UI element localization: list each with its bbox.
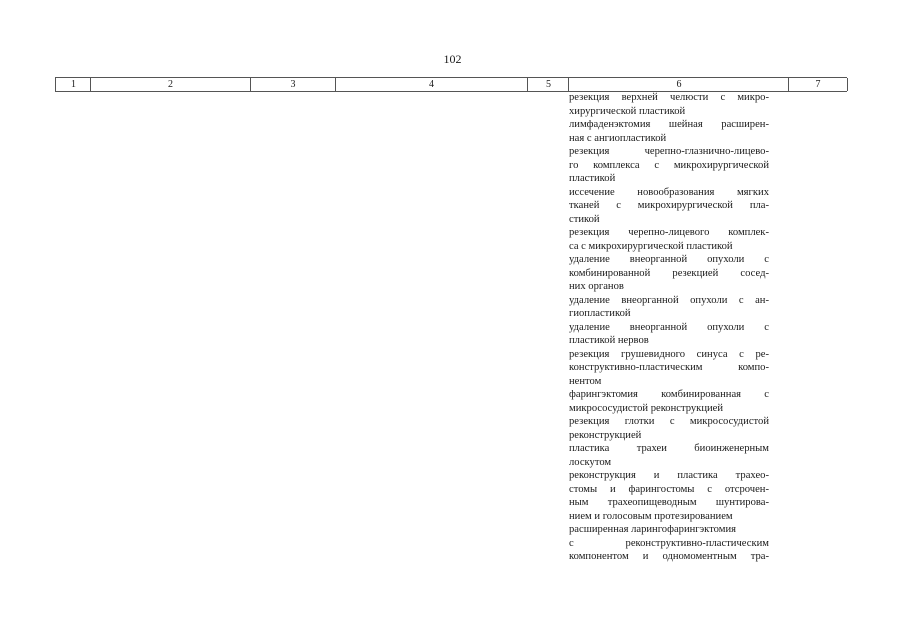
text-line: резекция грушевидного синуса с ре- — [569, 348, 769, 360]
text-line: нентом — [569, 375, 602, 387]
text-line: удаление внеорганной опухоли с ан- — [569, 294, 769, 306]
text-line: пластикой — [569, 173, 616, 184]
text-line: тканей с микрохирургической пла- — [569, 200, 769, 211]
text-line: удаление внеорганной опухоли с — [569, 321, 769, 333]
column-6-text — [569, 91, 769, 564]
text-line: лоскутом — [569, 456, 612, 468]
text-line: лимфаденэктомия шейная расширен- — [569, 119, 769, 130]
text-line: удаление внеорганной опухоли с — [569, 254, 769, 265]
column-header-2: 2 — [90, 78, 250, 91]
text-line: резекция черепно-лицевого комплек- — [569, 227, 769, 238]
text-line: резекция верхней челюсти с микро- — [569, 92, 769, 103]
text-line: нием и голосовым протезированием — [569, 510, 733, 522]
page-number: 102 — [443, 52, 462, 66]
text-line: реконструкцией — [569, 429, 642, 441]
text-line: иссечение новообразования мягких — [569, 186, 769, 198]
column-header-4: 4 — [335, 78, 527, 91]
text-line: ная с ангиопластикой — [569, 132, 667, 144]
text-line: микрососудистой реконструкцией — [569, 402, 724, 414]
text-line: са с микрохирургической пластикой — [569, 240, 733, 252]
text-line: ным трахеопищеводным шунтирова- — [569, 497, 769, 508]
column-header-7: 7 — [788, 78, 848, 91]
column-header-1: 1 — [55, 78, 91, 91]
text-line: стикой — [569, 213, 600, 225]
text-line: них органов — [569, 281, 624, 292]
text-line: расширенная ларингофарингэктомия — [569, 524, 737, 535]
text-line: хирургической пластикой — [569, 105, 686, 117]
text-line: реконструкция и пластика трахео- — [569, 470, 769, 481]
text-line: гиопластикой — [569, 308, 631, 319]
text-line: фарингэктомия комбинированная с — [569, 389, 769, 400]
text-line: резекция черепно-глазнично-лицево- — [569, 146, 769, 157]
text-line: комбинированной резекцией сосед- — [569, 267, 769, 279]
text-line: го комплекса с микрохирургической — [569, 159, 769, 171]
column-header-5: 5 — [527, 78, 569, 91]
text-line: пластикой нервов — [569, 335, 649, 346]
column-header-3: 3 — [250, 78, 335, 91]
text-line: пластика трахеи биоинженерным — [569, 443, 769, 454]
text-line: конструктивно-пластическим компо- — [569, 362, 769, 373]
text-line: с реконструктивно-пластическим — [569, 537, 769, 549]
text-line: резекция глотки с микрососудистой — [569, 416, 769, 427]
text-line: стомы и фарингостомы с отсрочен- — [569, 483, 769, 495]
table-header-row — [55, 77, 847, 92]
text-line: компонентом и одномоментным тра- — [569, 551, 769, 562]
column-header-6: 6 — [568, 78, 789, 91]
